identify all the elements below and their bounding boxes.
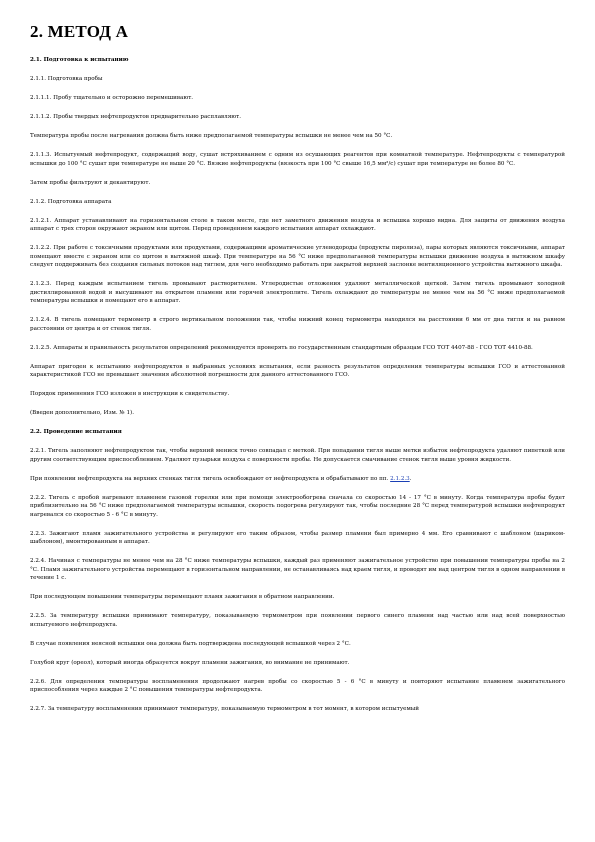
- subsection-heading: 2.1.1. Подготовка пробы: [30, 76, 103, 82]
- paragraph: 2.1.2.5. Аппараты и правильность результатов определений рекомендуется проверять по государственным стандартным образцам ГСО ТОТ 4407-88 - ГСО ТОТ 4410-88.: [30, 344, 533, 351]
- paragraph: Порядок применения ГСО изложен в инструкции к свидетельству.: [30, 391, 230, 397]
- paragraph: 2.2.6. Для определения температуры воспламенения продолжают нагрев пробы со скоростью 5 - 6 °С в минуту и повторяют испытание пламенем зажигательного приспособления через каждые 2 °С повышения температуры нефтепродукта.: [30, 678, 565, 693]
- paragraph: 2.2.1. Тигель заполняют нефтепродуктом так, чтобы верхний мениск точно совпадал с меткой. При попадании тигля выше метки избыток нефтепродукта удаляют пипеткой или другим соответствующим приспособлением. Удаляют пузырьки воздуха с поверхности пробы. Не допускается смачивание стенок тигля выше уровня жидкости.: [30, 448, 565, 463]
- paragraph: 2.2.4. Начиная с температуры не менее чем на 28 °С ниже температуры вспышки, каждый раз применяют зажигательное устройство при повышении температуры пробы на 2 °С. Пламя зажигательного устройства перемещают в горизонтальном направлении, не останавливаясь над краем тигля, и проводят им над центром тигля в одном направлении в течение 1 с.: [30, 558, 565, 581]
- page-title: 2. МЕТОД А: [30, 22, 129, 41]
- section-heading: 2.1. Подготовка к испытанию: [30, 57, 129, 63]
- paragraph: 2.2.7. За температуру воспламенения принимают температуру, показываемую термометром в тот момент, в котором испытуемый: [30, 706, 419, 712]
- paragraph: 2.1.1.1. Пробу тщательно и осторожно перемешивают.: [30, 95, 194, 101]
- paragraph: Затем пробы фильтруют и декантируют.: [30, 179, 151, 186]
- paragraph: В случае появления неясной вспышки она должна быть подтверждена последующей вспышкой через 2 °С.: [30, 640, 351, 647]
- cross-reference-link[interactable]: 2.1.2.3: [390, 475, 410, 482]
- paragraph: 2.2.5. За температуру вспышки принимают температуру, показываемую термометром при появлении первого синего пламени над частью или над всей поверхностью испытуемого нефтепродукта.: [30, 613, 565, 628]
- paragraph: 2.1.1.3. Испытуемый нефтепродукт, содержащий воду, сушат встряхиванием с одним из осушающих реагентов при комнатной температуре. Нефтепродукты с температурой вспышки до 100 °С сушат при температуре не выше 20 °С. Вязкие нефтепродукты (вязкость при 100 °С свыше 16,5 мм²/с) сушат при температуре не более 80 °С.: [30, 152, 565, 167]
- paragraph: При последующем повышении температуры перемещают пламя зажигания в обратном направлении.: [30, 594, 335, 600]
- paragraph: 2.1.2.4. В тигель помещают термометр в строго вертикальном положении так, чтобы нижний конец термометра находился на расстоянии 6 мм от дна тигля и на равном расстоянии от центра и от стенок тигля.: [30, 317, 565, 332]
- paragraph: 2.1.2.3. Перед каждым испытанием тигель промывают растворителем. Углеродистые отложения удаляют металлической щеткой. Затем тигель промывают холодной дистиллированной водой и высушивают на открытом пламени или горячей электроплите. Тигель охлаждают до температуры не менее чем на 56 °С ниже предполагаемой температуры вспышки и помещают его в аппарат.: [30, 281, 565, 304]
- paragraph: Аппарат пригоден к испытанию нефтепродуктов в выбранных условиях испытания, если разность результатов определения температуры вспышки ГСО и аттестованной характеристикой ГСО не превышает значения абсолютной погрешности для данного аттестованного ГСО.: [30, 363, 565, 378]
- link-text-after: .: [409, 475, 412, 482]
- paragraph-with-link: [30, 475, 565, 484]
- paragraph: 2.2.2. Тигель с пробой нагревают пламенем газовой горелки или при помощи электрообогрева сначала со скоростью 14 - 17 °С в минуту. Когда температура пробы будет приблизительно на 56 °С ниже предполагаемой температуры вспышки, скорость подогрева регулируют так, чтобы последние 28 °С перед температурой вспышки нефтепродукт нагревался со скоростью 5 - 6 °С в минуту.: [30, 494, 565, 518]
- paragraph: 2.1.2.2. При работе с токсичными продуктами или продуктами, содержащими ароматические углеводороды (продукты пиролиза), пары которых являются токсичными, аппарат помещают вместе с экраном или со щитом в вытяжной шкаф. При температуре на 56 °С ниже предполагаемой температуры вспышки движение воздуха в вытяжном шкафу следует поддерживать без создания сильных потоков над тиглем, для чего необходимо работать при закрытой верхней заслонке вентиляционного устройства вытяжного шкафа.: [30, 245, 565, 268]
- paragraph: Температура пробы после нагревания должна быть ниже предполагаемой температуры вспышки не менее чем на 50 °С.: [30, 133, 393, 139]
- paragraph: 2.2.3. Зажигают пламя зажигательного устройства и регулируют его таким образом, чтобы размер пламени был примерно 4 мм. Его сравнивают с шаблоном (шариком-шаблоном), вмонтированным в аппарат.: [30, 530, 565, 545]
- paragraph: 2.1.1.2. Пробы твердых нефтепродуктов предварительно расплавляют.: [30, 114, 242, 120]
- subsection-heading: 2.1.2. Подготовка аппарата: [30, 198, 112, 205]
- paragraph: Голубой круг (ореол), который иногда образуется вокруг пламени зажигания, во внимание не принимают.: [30, 659, 350, 666]
- amendment-note: (Введен дополнительно, Изм. № 1).: [30, 410, 135, 416]
- link-text-before: При появлении нефтепродукта на верхних стенках тигля тигель освобождают от нефтепродукта и обрабатывают по пп.: [30, 475, 391, 482]
- section-heading: 2.2. Проведение испытания: [30, 429, 122, 435]
- paragraph: 2.1.2.1. Аппарат устанавливают на горизонтальном столе в таком месте, где нет заметного движения воздуха и вспышка хорошо видна. Для защиты от движения воздуха аппарат с трех сторон окружают экраном или щитом. Перед проведением каждого испытания аппарат охлаждают.: [30, 217, 565, 232]
